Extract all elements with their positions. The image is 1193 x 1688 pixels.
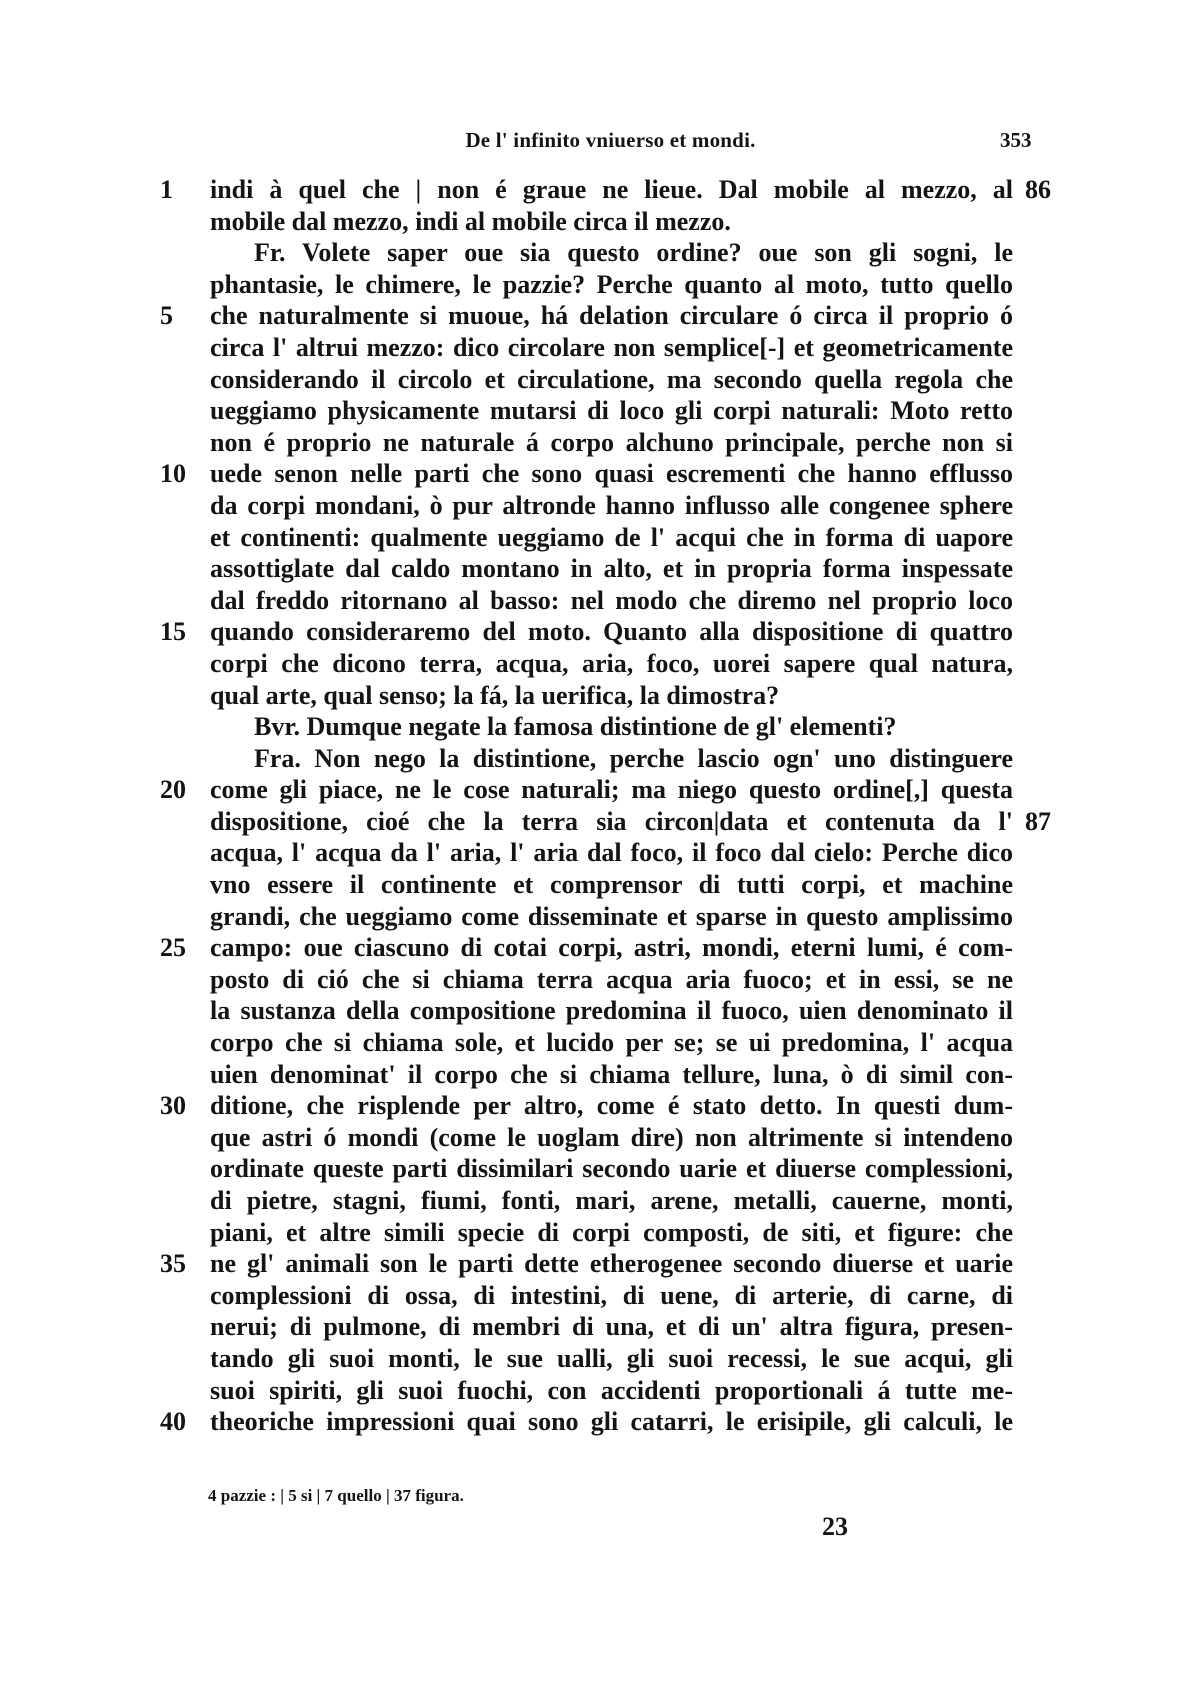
text-line xyxy=(0,364,1193,396)
text-body xyxy=(0,174,1193,1438)
line-text: Fr. Volete saper oue sia questo ordine? oue son gli sogni, le xyxy=(254,238,1013,268)
text-line xyxy=(0,490,1193,522)
line-text: dal freddo ritornano al basso: nel modo che diremo nel proprio loco xyxy=(210,585,1013,615)
text-line xyxy=(0,1343,1193,1375)
page-header xyxy=(0,128,1193,160)
line-text: acqua, l' acqua da l' aria, l' aria dal foco, il foco dal cielo: Perche dico xyxy=(210,838,1013,868)
text-line xyxy=(0,1153,1193,1185)
text-line xyxy=(0,648,1193,680)
line-text: non é proprio ne naturale á corpo alchuno principale, perche non si xyxy=(210,427,1013,457)
line-text: dispositione, cioé che la terra sia circon|data et contenuta da l' xyxy=(210,806,1013,836)
text-line xyxy=(0,743,1193,775)
line-text: piani, et altre simili specie di corpi composti, de siti, et figure: che xyxy=(210,1217,1013,1247)
text-line xyxy=(0,206,1193,238)
text-line xyxy=(0,1090,1193,1122)
text-line xyxy=(0,1027,1193,1059)
text-line xyxy=(0,237,1193,269)
line-text: qual arte, qual senso; la fá, la uerifica, la dimostra? xyxy=(210,680,780,710)
text-line xyxy=(0,553,1193,585)
line-text: ordinate queste parti dissimilari secondo uarie et diuerse complessioni, xyxy=(210,1154,1013,1184)
line-text: campo: oue ciascuno di cotai corpi, astri, mondi, eterni lumi, é com- xyxy=(210,933,1013,963)
line-text: la sustanza della compositione predomina il fuoco, uien denominato il xyxy=(210,996,1013,1026)
text-line xyxy=(0,932,1193,964)
marginal-page-reference: 87 xyxy=(1025,806,1051,836)
text-line xyxy=(0,616,1193,648)
text-line xyxy=(0,1311,1193,1343)
running-head-title: De l' infinito vniuerso et mondi. xyxy=(465,128,756,152)
text-line xyxy=(0,1217,1193,1249)
line-text: da corpi mondani, ò pur altronde hanno influsso alle congenee sphere xyxy=(210,490,1013,520)
line-number: 25 xyxy=(160,933,186,963)
line-text: Fra. Non nego la distintione, perche lascio ogn' uno distinguere xyxy=(254,743,1013,773)
page-number: 353 xyxy=(1000,128,1032,152)
text-line xyxy=(0,1375,1193,1407)
line-text: corpi che dicono terra, acqua, aria, foco, uorei sapere qual natura, xyxy=(210,648,1013,678)
line-number: 15 xyxy=(160,617,186,647)
line-text: vno essere il continente et comprensor di tutti corpi, et machine xyxy=(210,870,1013,900)
line-text: nerui; di pulmone, di membri di una, et di un' altra figura, presen- xyxy=(210,1312,1013,1342)
text-line xyxy=(0,1122,1193,1154)
line-text: ne gl' animali son le parti dette etherogenee secondo diuerse et uarie xyxy=(210,1249,1013,1279)
line-text: corpo che si chiama sole, et lucido per se; se ui predomina, l' acqua xyxy=(210,1028,1013,1058)
line-text: suoi spiriti, gli suoi fuochi, con accidenti proportionali á tutte me- xyxy=(210,1375,1013,1405)
line-text: considerando il circolo et circulatione, ma secondo quella regola che xyxy=(210,364,1013,394)
line-text: que astri ó mondi (come le uoglam dire) non altrimente si intendeno xyxy=(210,1122,1013,1152)
line-text: grandi, che ueggiamo come disseminate et sparse in questo amplissimo xyxy=(210,901,1013,931)
line-text: mobile dal mezzo, indi al mobile circa il mezzo. xyxy=(210,206,731,236)
text-line xyxy=(0,806,1193,838)
line-number: 20 xyxy=(160,775,186,805)
text-line xyxy=(0,837,1193,869)
line-text: uien denominat' il corpo che si chiama tellure, luna, ò di simil con- xyxy=(210,1059,1013,1089)
text-line xyxy=(0,458,1193,490)
text-line xyxy=(0,269,1193,301)
line-text: ueggiamo physicamente mutarsi di loco gli corpi naturali: Moto retto xyxy=(210,396,1013,426)
line-number: 1 xyxy=(160,175,173,204)
line-text: uede senon nelle parti che sono quasi escrementi che hanno efflusso xyxy=(210,459,1013,489)
line-text: indi à quel che | non é graue ne lieue. Dal mobile al mezzo, al xyxy=(210,175,1013,204)
line-text: ditione, che risplende per altro, come é stato detto. In questi dum- xyxy=(210,1091,1013,1121)
line-text: che naturalmente si muoue, há delation circulare ó circa il proprio ó xyxy=(210,301,1013,331)
text-line xyxy=(0,680,1193,712)
line-text: theoriche impressioni quai sono gli catarri, le erisipile, gli calculi, le xyxy=(210,1407,1013,1437)
signature-mark: 23 xyxy=(822,1512,848,1541)
text-line xyxy=(0,964,1193,996)
text-line xyxy=(0,711,1193,743)
footnote: 4 pazzie : | 5 si | 7 quello | 37 figura. xyxy=(208,1486,464,1505)
line-number: 30 xyxy=(160,1091,186,1121)
text-line xyxy=(0,300,1193,332)
line-text: come gli piace, ne le cose naturali; ma niego questo ordine[,] questa xyxy=(210,775,1013,805)
text-line xyxy=(0,1185,1193,1217)
line-text: quando consideraremo del moto. Quanto alla dispositione di quattro xyxy=(210,617,1013,647)
line-text: posto di ció che si chiama terra acqua aria fuoco; et in essi, se ne xyxy=(210,964,1013,994)
line-number: 35 xyxy=(160,1249,186,1279)
line-text: Bvr. Dumque negate la famosa distintione de gl' elementi? xyxy=(254,712,897,742)
line-text: circa l' altrui mezzo: dico circolare non semplice[-] et geometricamente xyxy=(210,332,1013,362)
text-line xyxy=(0,869,1193,901)
line-number: 40 xyxy=(160,1407,186,1437)
text-line xyxy=(0,1280,1193,1312)
text-line xyxy=(0,1248,1193,1280)
line-text: assottiglate dal caldo montano in alto, et in propria forma inspessate xyxy=(210,554,1013,584)
line-number: 5 xyxy=(160,301,173,331)
text-line xyxy=(0,774,1193,806)
text-line xyxy=(0,427,1193,459)
line-text: di pietre, stagni, fiumi, fonti, mari, arene, metalli, cauerne, monti, xyxy=(210,1186,1013,1215)
text-line xyxy=(0,995,1193,1027)
line-text: tando gli suoi monti, le sue ualli, gli suoi recessi, le sue acqui, gli xyxy=(210,1343,1013,1373)
line-text: complessioni di ossa, di intestini, di uene, di arterie, di carne, di xyxy=(210,1280,1013,1310)
text-line xyxy=(0,1059,1193,1091)
text-line xyxy=(0,1406,1193,1438)
marginal-page-reference: 86 xyxy=(1025,175,1051,204)
text-line xyxy=(0,395,1193,427)
text-line xyxy=(0,174,1193,206)
line-text: et continenti: qualmente ueggiamo de l' acqui che in forma di uapore xyxy=(210,522,1013,552)
text-line xyxy=(0,901,1193,933)
text-line xyxy=(0,585,1193,617)
text-line xyxy=(0,522,1193,554)
text-line xyxy=(0,332,1193,364)
line-text: phantasie, le chimere, le pazzie? Perche quanto al moto, tutto quello xyxy=(210,269,1013,299)
line-number: 10 xyxy=(160,459,186,489)
